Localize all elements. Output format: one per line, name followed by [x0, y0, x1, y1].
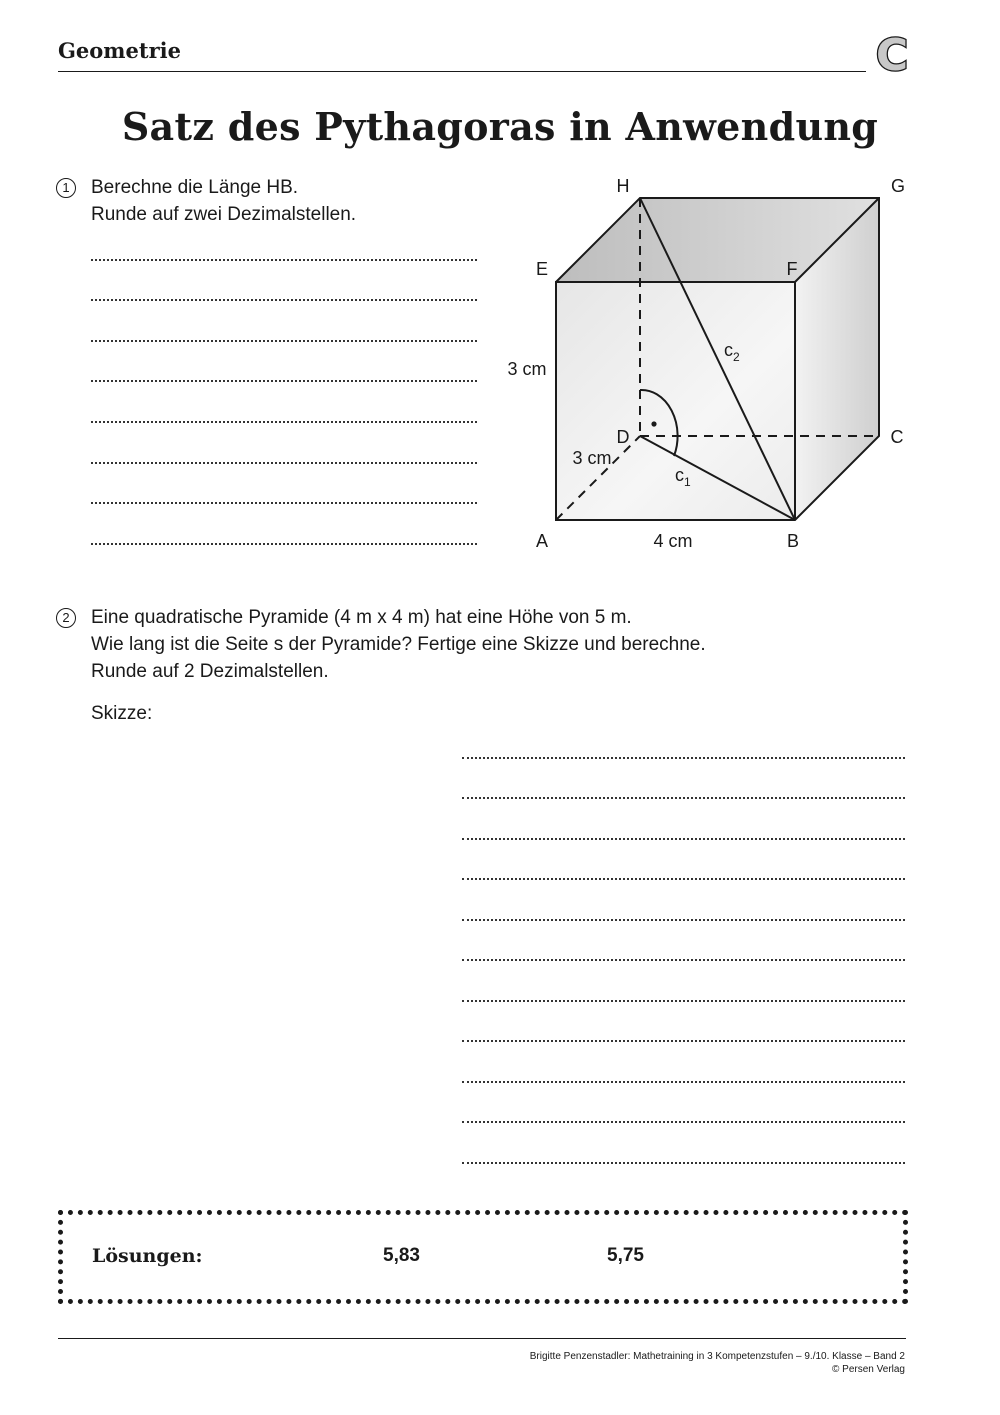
label-c2-letter: c — [724, 340, 733, 360]
answer-line[interactable] — [91, 502, 477, 504]
answer-line[interactable] — [462, 757, 905, 759]
answer-line[interactable] — [462, 919, 905, 921]
task-2-text — [91, 604, 706, 685]
level-badge-letter: C — [875, 30, 909, 80]
vertex-label-e: E — [535, 259, 549, 279]
task-1-number: 1 — [56, 178, 76, 198]
dimension-width: 4 cm — [653, 531, 693, 551]
task-1-line-2: Runde auf zwei Dezimalstellen. — [91, 204, 357, 225]
answer-line[interactable] — [462, 959, 905, 961]
task-2-number: 2 — [56, 608, 76, 628]
task-2-line-2: Wie lang ist die Seite s der Pyramide? Fertige eine Skizze und berechne. — [91, 634, 706, 655]
vertex-label-c: C — [890, 427, 904, 447]
answer-line[interactable] — [462, 1162, 905, 1164]
solution-value: 5,83 — [383, 1245, 420, 1266]
answer-line[interactable] — [462, 797, 905, 799]
solutions-label: Lösungen: — [92, 1245, 203, 1267]
answer-line[interactable] — [462, 1000, 905, 1002]
solution-value: 5,75 — [607, 1245, 644, 1266]
answer-line[interactable] — [462, 1081, 905, 1083]
header-divider — [58, 71, 866, 72]
footer-credits — [530, 1350, 905, 1376]
vertex-label-d: D — [616, 427, 630, 447]
task-1-text — [91, 174, 356, 228]
page-title: Satz des Pythagoras in Anwendung — [121, 104, 879, 149]
dimension-height: 3 cm — [507, 359, 547, 379]
section-title: Geometrie — [58, 38, 181, 63]
sketch-label: Skizze: — [91, 703, 153, 724]
footer-divider — [58, 1338, 906, 1339]
task-2-line-1: Eine quadratische Pyramide (4 m x 4 m) hat eine Höhe von 5 m. — [91, 607, 632, 628]
vertex-label-h: H — [616, 176, 630, 196]
answer-line[interactable] — [462, 878, 905, 880]
vertex-label-a: A — [535, 531, 549, 551]
task-1-line-1: Berechne die Länge HB. — [91, 177, 299, 198]
vertex-label-g: G — [890, 176, 906, 196]
level-badge — [870, 30, 914, 80]
footer-line-2: © Persen Verlag — [832, 1364, 905, 1375]
answer-line[interactable] — [462, 1040, 905, 1042]
task-2-line-3: Runde auf 2 Dezimalstellen. — [91, 661, 329, 682]
vertex-label-f: F — [786, 259, 798, 279]
label-c1-letter: c — [675, 465, 684, 485]
label-c1-sub: 1 — [684, 475, 691, 489]
answer-line[interactable] — [91, 299, 477, 301]
cuboid-figure — [490, 168, 930, 568]
answer-line[interactable] — [91, 543, 477, 545]
dimension-depth: 3 cm — [572, 448, 612, 468]
answer-line[interactable] — [462, 1121, 905, 1123]
answer-line[interactable] — [91, 421, 477, 423]
answer-line[interactable] — [91, 380, 477, 382]
answer-line[interactable] — [91, 340, 477, 342]
label-c2-sub: 2 — [733, 350, 740, 364]
answer-line[interactable] — [91, 259, 477, 261]
right-angle-dot — [651, 421, 656, 426]
answer-line[interactable] — [462, 838, 905, 840]
vertex-label-b: B — [786, 531, 800, 551]
answer-line[interactable] — [91, 462, 477, 464]
footer-line-1: Brigitte Penzenstadler: Mathetraining in 3 Kompetenzstufen – 9./10. Klasse – Band 2 — [529, 1351, 905, 1362]
